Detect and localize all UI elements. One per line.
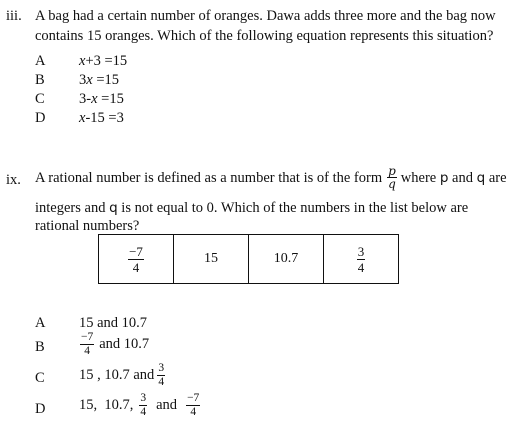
table-cell: 10.7 bbox=[249, 235, 324, 284]
option-a-text: 15 and 10.7 bbox=[79, 315, 148, 331]
fraction-neg-7-over-4: $\frac{-7}{4}$ bbox=[187, 391, 200, 418]
fraction-neg-7-over-4: $\frac{-7}{4}$ bbox=[81, 330, 94, 357]
option-d-text: 15, 10.7, $\frac{3}{4}$ and $\frac{-7}{4}$ bbox=[79, 391, 200, 418]
question-text-line-1: A rational number is defined as a number that is of the form $\frac{p}{q}$ where p and q are bbox=[35, 164, 507, 191]
fraction-p-over-q: $\frac{p}{q}$ bbox=[388, 164, 396, 191]
question-text-line-2: contains 15 oranges. Which of the following equation represents this situation? bbox=[35, 28, 494, 44]
question-text-line-2: integers and q is not equal to 0. Which of the numbers in the list below are bbox=[35, 200, 469, 216]
table-cell bbox=[324, 235, 399, 284]
option-letter: B bbox=[35, 72, 45, 88]
fraction-neg-7-over-4: $\frac{-7}{4}$ bbox=[129, 243, 143, 275]
option-letter: C bbox=[35, 91, 45, 107]
table-cell: 15 bbox=[174, 235, 249, 284]
fraction-3-over-4: $\frac{3}{4}$ bbox=[158, 361, 165, 388]
question-text-line-3: rational numbers? bbox=[35, 218, 140, 234]
question-text-line-1: A bag had a certain number of oranges. Dawa adds three more and the bag now bbox=[35, 8, 496, 24]
question-number: ix. bbox=[6, 172, 21, 188]
option-b-equation: 3x =15 bbox=[79, 72, 119, 88]
option-letter: D bbox=[35, 110, 46, 126]
option-d-equation: x-15 =3 bbox=[79, 110, 124, 126]
fraction-3-over-4: $\frac{3}{4}$ bbox=[357, 243, 365, 275]
option-a-equation: x+3 =15 bbox=[79, 53, 128, 69]
option-letter: C bbox=[35, 370, 45, 386]
option-letter: A bbox=[35, 53, 46, 69]
option-letter: B bbox=[35, 339, 45, 355]
option-b-text: $\frac{-7}{4}$ and 10.7 bbox=[81, 330, 150, 357]
number-list-table bbox=[98, 234, 399, 284]
table-cell bbox=[99, 235, 174, 284]
fraction-3-over-4: $\frac{3}{4}$ bbox=[140, 391, 147, 418]
option-c-text: 15 , 10.7 and $\frac{3}{4}$ bbox=[79, 361, 165, 388]
question-number: iii. bbox=[6, 8, 22, 24]
option-letter: A bbox=[35, 315, 46, 331]
option-c-equation: 3-x =15 bbox=[79, 91, 124, 107]
option-letter: D bbox=[35, 401, 46, 417]
